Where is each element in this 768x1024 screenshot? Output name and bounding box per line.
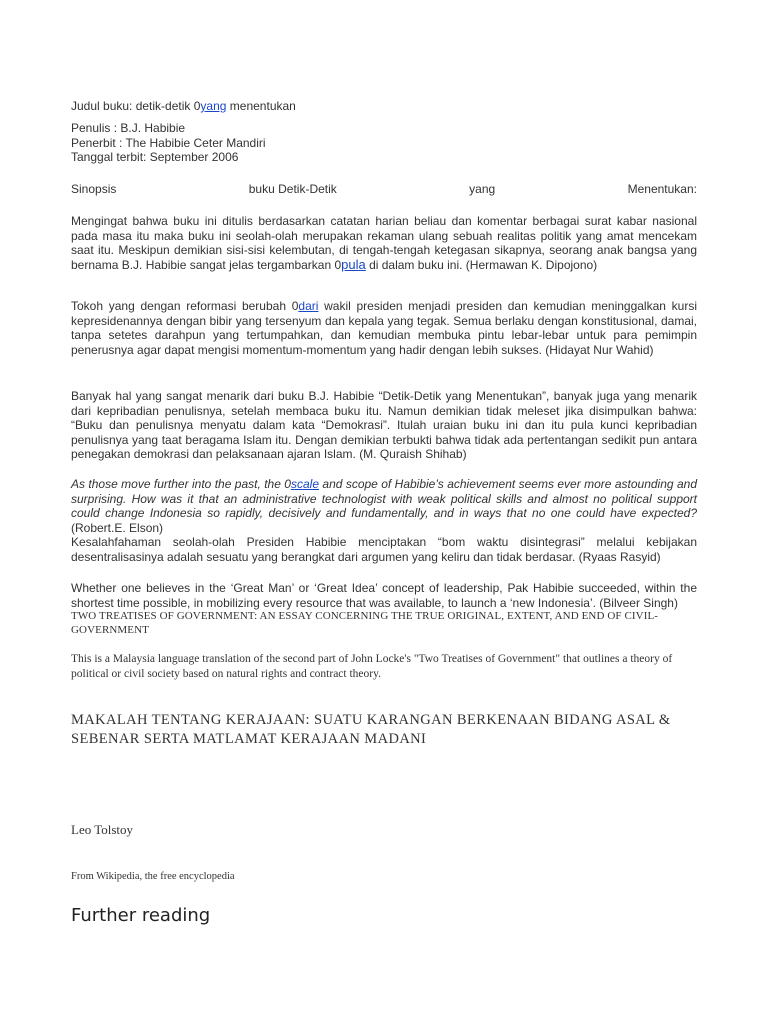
paragraph-rasyid: Kesalahfahaman seolah-olah Presiden Habibie menciptakan “bom waktu disintegrasi” melalui kebijakan desentralisasinya adalah sesuatu yang berangkat dari argumen yang keliru dan tidak berdasar. (Ryaas Rasyid): [71, 535, 697, 564]
translation-note: This is a Malaysia language translation of the second part of John Locke's "Two Treatises of Government" that outlines a theory of political or civil society based on natural rights and contract theory.: [71, 653, 673, 680]
synopsis-heading: [71, 182, 697, 196]
paragraph-hidayat: [71, 299, 697, 357]
synopsis-word-1: Sinopsis: [71, 182, 117, 196]
further-reading-heading: Further reading: [71, 905, 211, 926]
p2-after: wakil presiden menjadi presiden dan kemudian meninggalkan kursi kepresidenannya dengan bibir yang tersenyum dan kepala yang tegak. Semua berlaku dengan konstitusional, damai, tanpa setetes darahpun yang tertumpahkan, dan kemudian membuka pintu lebar-lebar untuk para pemimpin penerusnya agar dapat mengisi momentum-momentum yang hadir dengan lebih sukses. (Hidayat Nur Wahid): [71, 299, 697, 357]
pula-link[interactable]: pula: [341, 256, 366, 272]
book-title-prefix: Judul buku: detik-detik 0: [71, 99, 201, 113]
dari-link[interactable]: dari: [298, 299, 319, 313]
p4-cite: (Robert.E. Elson): [71, 520, 164, 535]
synopsis-word-4: Menentukan:: [627, 182, 697, 196]
book-meta: [71, 121, 266, 165]
p4-after: and scope of Habibie’s achievement seems ever more astounding and surprising. How was it that an administrative technologist with weak political skills and almost no political support could change Indonesia so rapidly, decisively and fundamentally, and in ways that no one could have expected?: [71, 477, 697, 521]
author-name: Leo Tolstoy: [71, 822, 134, 837]
p1-after: di dalam buku ini. (Hermawan K. Dipojono): [365, 257, 598, 272]
book-title-line: [71, 99, 296, 114]
wikipedia-source: From Wikipedia, the free encyclopedia: [71, 871, 235, 882]
paragraph-singh: Whether one believes in the ‘Great Man’ or ‘Great Idea’ concept of leadership, Pak Habibie succeeded, within the shortest time possible, in mobilizing every resource that was available, to launch a ‘new Indonesia’. (Bilveer Singh): [71, 581, 697, 610]
yang-link[interactable]: yang: [200, 99, 227, 113]
p1-text: Mengingat bahwa buku ini ditulis berdasarkan catatan harian beliau dan komentar berbagai surat kabar nasional pada masa itu maka buku ini seolah-olah merupakan rekaman ulang sebuah realitas politik yang amat mencekam saat itu. Meskipun demikian sisi-sisi kelembutan, di tengah-tengah ketegasan sikapnya, seorang anak bangsa yang bernama B.J. Habibie sangat jelas tergambarkan 0: [71, 214, 697, 272]
p2-before: Tokoh yang dengan reformasi berubah 0: [71, 299, 299, 313]
paragraph-elson: [71, 477, 697, 535]
book-publisher: Penerbit : The Habibie Ceter Mandiri: [71, 135, 266, 150]
synopsis-word-2: buku Detik-Detik: [248, 182, 337, 196]
two-treatises-heading: TWO TREATISES OF GOVERNMENT: AN ESSAY CONCERNING THE TRUE ORIGINAL, EXTENT, AND END OF CIVIL-GOVERNMENT: [71, 610, 659, 636]
book-title-suffix: menentukan: [226, 99, 296, 113]
scale-link[interactable]: scale: [290, 477, 319, 491]
book-author: Penulis : B.J. Habibie: [71, 121, 186, 135]
p4-before: As those move further into the past, the 0: [71, 477, 291, 491]
synopsis-word-3: yang: [469, 182, 496, 196]
makalah-heading: MAKALAH TENTANG KERAJAAN: SUATU KARANGAN BERKENAAN BIDANG ASAL & SEBENAR SERTA MATLAMAT KERAJAAN MADANI: [71, 712, 671, 747]
paragraph-quraish: Banyak hal yang sangat menarik dari buku B.J. Habibie “Detik-Detik yang Menentukan”, banyak juga yang menarik dari kepribadian penulisnya, setelah membaca buku itu. Namun demikian tidak meleset jika disimpulkan bahwa: “Buku dan penulisnya menyatu dalam kata “Demokrasi”. Itulah uraian buku ini dan itu pula kunci kepribadian penulisnya yang taat beragama Islam itu. Dengan demikian terbukti bahwa tidak ada pertentangan sedikit pun antara penegakan demokrasi dan pelaksanaan ajaran Islam. (M. Quraish Shihab): [71, 389, 697, 462]
paragraph-dipojono: [71, 214, 697, 272]
book-date: Tanggal terbit: September 2006: [71, 150, 239, 165]
